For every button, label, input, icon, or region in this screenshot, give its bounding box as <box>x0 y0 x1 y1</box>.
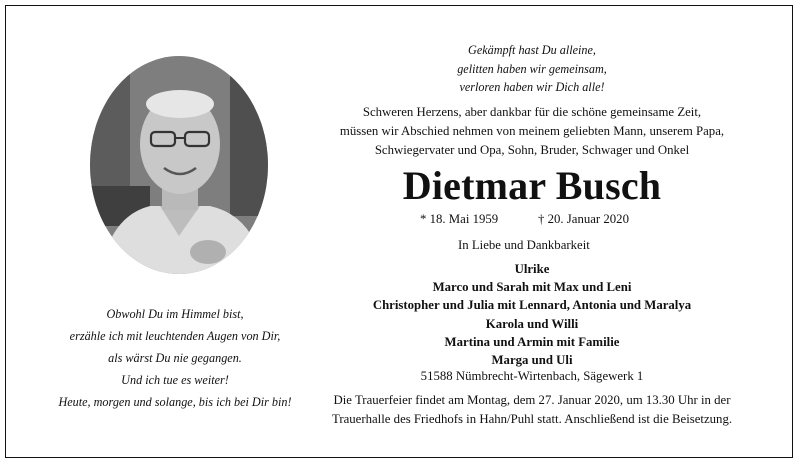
motto <box>312 41 752 97</box>
family-list <box>312 260 752 369</box>
funeral-service-info <box>312 391 752 429</box>
motto-line: Gekämpft hast Du alleine, <box>468 43 596 57</box>
family-line: Marga und Uli <box>491 353 573 368</box>
intro-line: müssen wir Abschied nehmen von meinem geliebten Mann, unserem Papa, <box>339 124 725 138</box>
address: 51588 Nümbrecht-Wirtenbach, Sägewerk 1 <box>420 369 644 383</box>
poem-line: Obwohl Du im Himmel bist, <box>106 307 244 321</box>
portrait-illustration <box>90 56 268 274</box>
family-line: Marco und Sarah mit Max und Leni <box>432 280 632 295</box>
poem-line: Heute, morgen und solange, bis ich bei Dir bin! <box>58 395 292 409</box>
death-date: † 20. Januar 2020 <box>538 212 629 226</box>
family-line: Ulrike <box>514 262 550 276</box>
poem-line: erzähle ich mit leuchtenden Augen von Dir, <box>69 329 281 343</box>
greeting: In Liebe und Dankbarkeit <box>458 238 590 252</box>
service-line: Die Trauerfeier findet am Montag, dem 27. Januar 2020, um 13.30 Uhr in der <box>333 393 731 407</box>
intro-text <box>312 103 752 160</box>
poem <box>40 303 310 413</box>
birth-date: * 18. Mai 1959 <box>420 212 499 226</box>
poem-line: Und ich tue es weiter! <box>121 373 229 387</box>
intro-line: Schwiegervater und Opa, Sohn, Bruder, Schwager und Onkel <box>374 143 690 157</box>
motto-line: verloren haben wir Dich alle! <box>459 80 605 94</box>
motto-line: gelitten haben wir gemeinsam, <box>457 61 607 76</box>
portrait-photo <box>90 56 268 274</box>
deceased-name: Dietmar Busch <box>402 163 662 208</box>
family-line: Christopher und Julia mit Lennard, Antonia und Maralya <box>372 298 692 313</box>
poem-line: als wärst Du nie gegangen. <box>108 351 242 365</box>
family-line: Martina und Armin mit Familie <box>444 334 620 349</box>
service-line: Trauerhalle des Friedhofs in Hahn/Puhl statt. Anschließend ist die Beisetzung. <box>331 412 733 426</box>
intro-line: Schweren Herzens, aber dankbar für die schöne gemeinsame Zeit, <box>362 105 702 119</box>
family-line: Karola und Willi <box>485 316 579 331</box>
